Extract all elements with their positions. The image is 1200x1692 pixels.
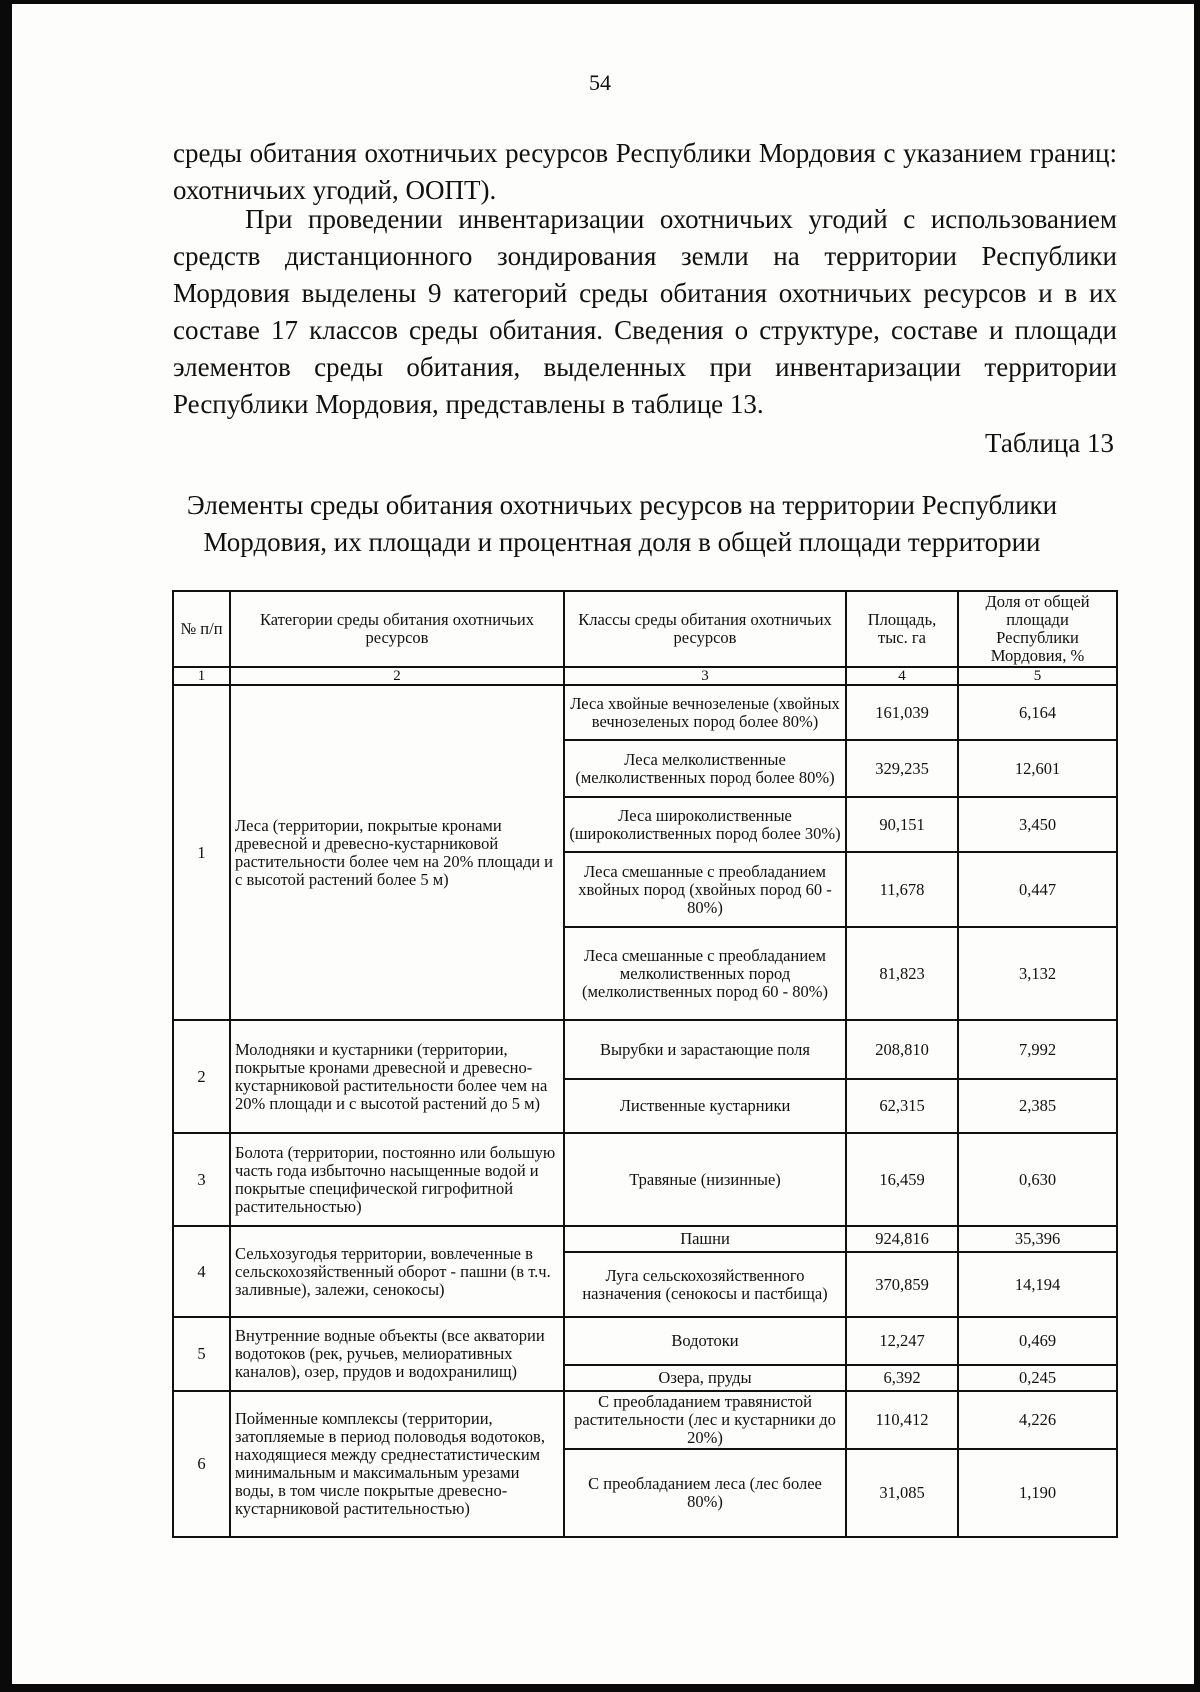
area-cell: 81,823: [846, 927, 958, 1020]
column-number: 5: [958, 667, 1117, 685]
share-cell: 12,601: [958, 740, 1117, 797]
area-cell: 62,315: [846, 1079, 958, 1133]
category-number-cell: 4: [173, 1226, 230, 1317]
share-cell: 4,226: [958, 1391, 1117, 1449]
area-cell: 31,085: [846, 1449, 958, 1537]
class-cell: Лиственные кустарники: [564, 1079, 846, 1133]
paragraph-1: среды обитания охотничьих ресурсов Республики Мордовия с указанием границ: охотничьих угодий, ООПТ).: [173, 138, 1117, 205]
table-row: [173, 1317, 1117, 1365]
share-cell: 1,190: [958, 1449, 1117, 1537]
area-cell: 329,235: [846, 740, 958, 797]
area-cell: 161,039: [846, 685, 958, 740]
share-cell: 14,194: [958, 1252, 1117, 1317]
column-number: 4: [846, 667, 958, 685]
header-category: Категории среды обитания охотничьих ресурсов: [230, 591, 564, 667]
header-num: № п/п: [173, 591, 230, 667]
class-cell: Водотоки: [564, 1317, 846, 1365]
class-cell: Леса хвойные вечнозеленые (хвойных вечнозеленых пород более 80%): [564, 685, 846, 740]
table-caption: Элементы среды обитания охотничьих ресурсов на территории Республики Мордовия, их площади и процентная доля в общей площади территории: [186, 490, 1058, 557]
share-cell: 2,385: [958, 1079, 1117, 1133]
share-cell: 35,396: [958, 1226, 1117, 1252]
share-cell: 3,132: [958, 927, 1117, 1020]
class-cell: Озера, пруды: [564, 1365, 846, 1391]
header-area: Площадь, тыс. га: [846, 591, 958, 667]
class-cell: Леса мелколиственные (мелколиственных пород более 80%): [564, 740, 846, 797]
table-row: [173, 1391, 1117, 1449]
class-cell: Вырубки и зарастающие поля: [564, 1020, 846, 1079]
class-cell: Леса смешанные с преобладанием мелколиственных пород (мелколиственных пород 60 - 80%): [564, 927, 846, 1020]
paragraph-2: При проведении инвентаризации охотничьих угодий с использованием средств дистанционного зондирования земли на территории Республики Мордовия выделены 9 категорий среды обитания охотничьих ресурсов и в их составе 17 классов среды обитания. Сведения о структуре, составе и площади элементов среды обитания, выделенных при инвентаризации территории Республики Мордовия, представлены в таблице 13.: [173, 204, 1117, 419]
share-cell: 7,992: [958, 1020, 1117, 1079]
area-cell: 370,859: [846, 1252, 958, 1317]
area-cell: 16,459: [846, 1133, 958, 1226]
share-cell: 0,245: [958, 1365, 1117, 1391]
category-number-cell: 1: [173, 685, 230, 1020]
header-share: Доля от общей площади Республики Мордовия, %: [958, 591, 1117, 667]
category-number-cell: 2: [173, 1020, 230, 1133]
page-number: 54: [589, 70, 611, 95]
category-cell: Внутренние водные объекты (все акватории водотоков (рек, ручьев, мелиоративных каналов), озер, прудов и водохранилищ): [230, 1317, 564, 1391]
table-row: [173, 1133, 1117, 1226]
class-cell: Луга сельскохозяйственного назначения (сенокосы и пастбища): [564, 1252, 846, 1317]
category-number-cell: 5: [173, 1317, 230, 1391]
area-cell: 12,247: [846, 1317, 958, 1365]
column-numbers-row: [173, 667, 1117, 685]
table-row: [173, 685, 1117, 740]
class-cell: Травяные (низинные): [564, 1133, 846, 1226]
table-row: [173, 1020, 1117, 1079]
table-row: [173, 1226, 1117, 1252]
category-cell: Пойменные комплексы (территории, затопляемые в период половодья водотоков, находящиеся между среднестатистическим минимальным и максимальным урезами воды, в том числе покрытые древесно-кустарниковой растительностью): [230, 1391, 564, 1537]
area-cell: 90,151: [846, 797, 958, 852]
share-cell: 3,450: [958, 797, 1117, 852]
share-cell: 0,447: [958, 852, 1117, 927]
share-cell: 6,164: [958, 685, 1117, 740]
category-cell: Болота (территории, постоянно или большую часть года избыточно насыщенные водой и покрытые специфической гигрофитной растительностью): [230, 1133, 564, 1226]
category-cell: Молодняки и кустарники (территории, покрытые кронами древесной и древесно-кустарниковой растительности более чем на 20% площади и с высотой растений до 5 м): [230, 1020, 564, 1133]
class-cell: С преобладанием травянистой растительности (лес и кустарники до 20%): [564, 1391, 846, 1449]
area-cell: 924,816: [846, 1226, 958, 1252]
class-cell: Леса широколиственные (широколиственных пород более 30%): [564, 797, 846, 852]
share-cell: 0,630: [958, 1133, 1117, 1226]
column-number: 3: [564, 667, 846, 685]
category-number-cell: 3: [173, 1133, 230, 1226]
table-body: [173, 685, 1117, 1537]
category-number-cell: 6: [173, 1391, 230, 1537]
area-cell: 110,412: [846, 1391, 958, 1449]
table-header-row: [173, 591, 1117, 667]
table-label: Таблица 13: [985, 428, 1114, 458]
area-cell: 11,678: [846, 852, 958, 927]
habitat-table: [172, 590, 1118, 1538]
category-cell: Леса (территории, покрытые кронами древесной и древесно-кустарниковой растительности более чем на 20% площади и с высотой растений более 5 м): [230, 685, 564, 1020]
category-cell: Сельхозугодья территории, вовлеченные в сельскохозяйственный оборот - пашни (в т.ч. заливные), залежи, сенокосы): [230, 1226, 564, 1317]
area-cell: 208,810: [846, 1020, 958, 1079]
class-cell: Пашни: [564, 1226, 846, 1252]
class-cell: С преобладанием леса (лес более 80%): [564, 1449, 846, 1537]
header-class: Классы среды обитания охотничьих ресурсов: [564, 591, 846, 667]
share-cell: 0,469: [958, 1317, 1117, 1365]
column-number: 1: [173, 667, 230, 685]
area-cell: 6,392: [846, 1365, 958, 1391]
column-number: 2: [230, 667, 564, 685]
class-cell: Леса смешанные с преобладанием хвойных пород (хвойных пород 60 - 80%): [564, 852, 846, 927]
